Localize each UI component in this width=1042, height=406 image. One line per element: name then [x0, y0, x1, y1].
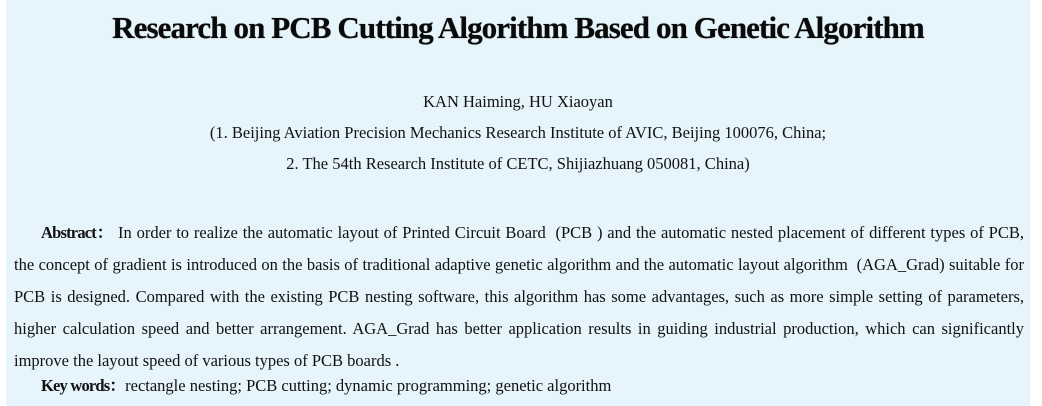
keywords-text: rectangle nesting; PCB cutting; dynamic programming; genetic algorithm	[125, 376, 612, 395]
affiliation-2: 2. The 54th Research Institute of CETC, Shijiazhuang 050081, China)	[286, 154, 750, 173]
abstract-paragraph	[14, 217, 1024, 377]
author-list: KAN Haiming, HU Xiaoyan	[423, 92, 613, 111]
paper-title: Research on PCB Cutting Algorithm Based on Genetic Algorithm	[112, 10, 924, 45]
abstract-text: In order to realize the automatic layout of Printed Circuit Board (PCB ) and the automatic nested placement of different types of PCB, the concept of gradient is introduced on the basis of traditional adaptive genetic algorithm and the automatic layout algorithm (AGA_Grad) suitable for PCB is designed. Compared with the existing PCB nesting software, this algorithm has some advantages, such as more simple setting of parameters, higher calculation speed and better arrangement. AGA_Grad has better application results in guiding industrial production, which can significantly improve the layout speed of various types of PCB boards .	[14, 223, 1024, 370]
paper-page	[6, 0, 1030, 406]
abstract-label: Abstract：	[41, 223, 114, 242]
affiliation-1: (1. Beijing Aviation Precision Mechanics Research Institute of AVIC, Beijing 100076, China;	[209, 123, 827, 142]
keywords-line	[41, 374, 611, 398]
keywords-label: Key words：	[41, 376, 126, 395]
